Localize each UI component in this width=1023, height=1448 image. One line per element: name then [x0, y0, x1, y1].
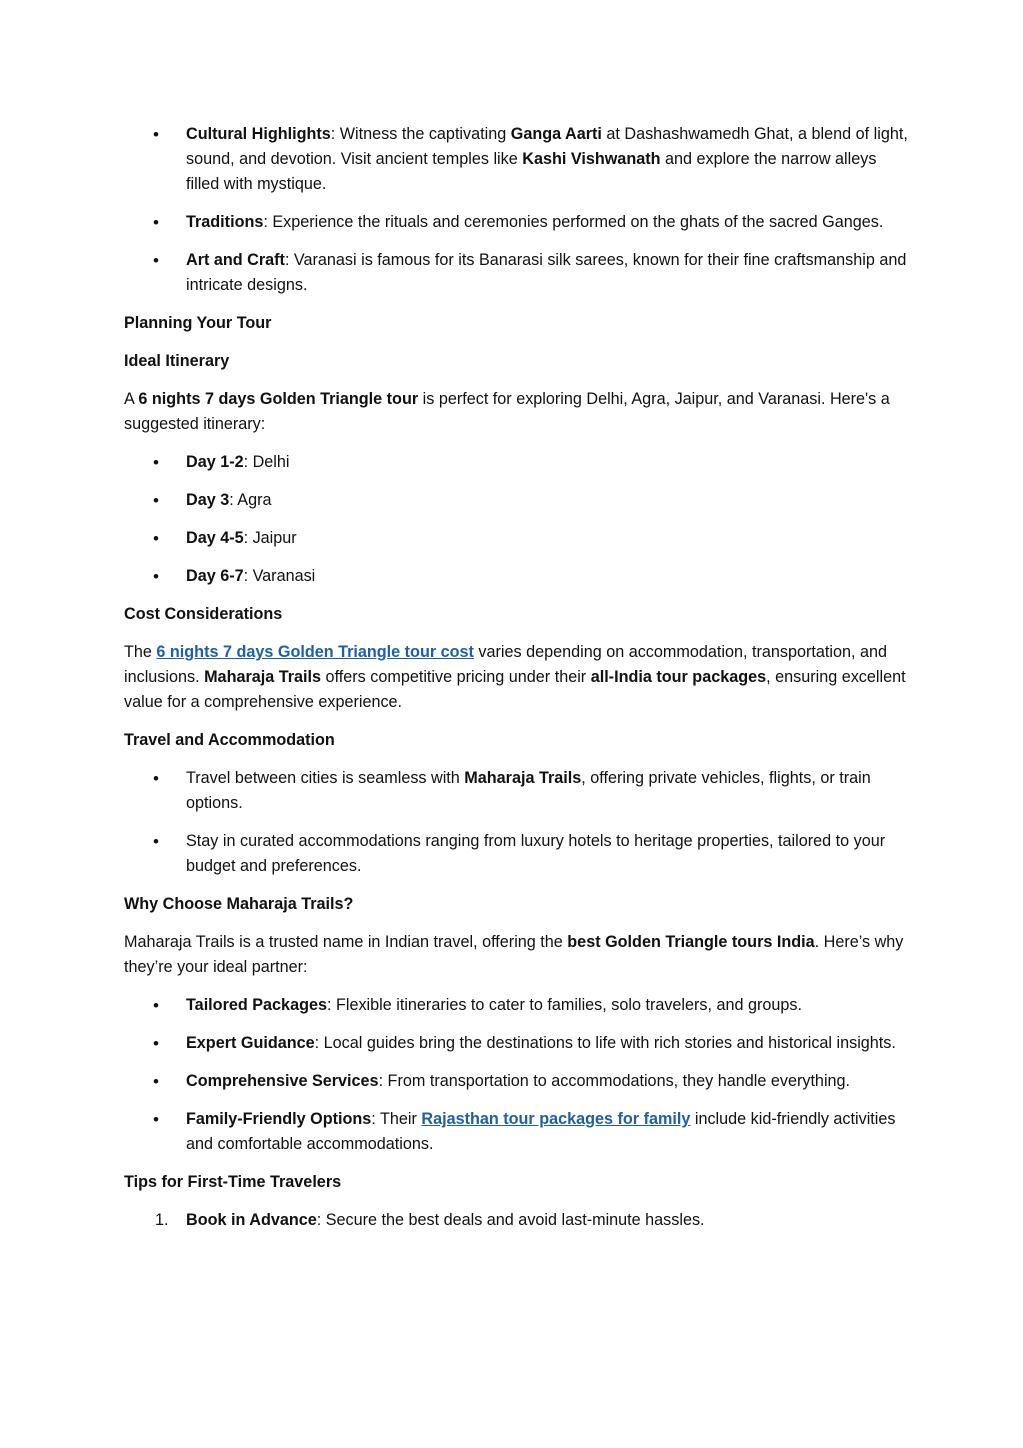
bullet-icon [153, 488, 159, 514]
item-text: : Their [371, 1110, 422, 1128]
rajasthan-family-packages-link[interactable]: Rajasthan tour packages for family [421, 1110, 691, 1128]
list-item [124, 210, 914, 235]
list-item [124, 766, 914, 816]
days-list [124, 450, 914, 589]
item-text: : From transportation to accommodations, they handle everything. [378, 1072, 851, 1090]
item-text: : Jaipur [243, 529, 297, 547]
item-text: : Varanasi is famous for its Banarasi silk sarees, known for their fine craftsmanship and intricate designs. [186, 251, 907, 294]
para-text: . Here’s why they’re your ideal partner: [124, 933, 904, 976]
bullet-icon [153, 248, 159, 274]
para-text: The [124, 643, 157, 661]
item-text: at Dashashwamedh Ghat, a blend of light, sound, and devotion. Visit ancient temples like [186, 125, 908, 168]
bullet-icon [153, 1031, 159, 1057]
item-text: Travel between cities is seamless with [186, 769, 465, 787]
cost-paragraph [124, 640, 914, 715]
para-text: Maharaja Trails is a trusted name in Indian travel, offering the [124, 933, 568, 951]
item-text: : Flexible itineraries to cater to families, solo travelers, and groups. [326, 996, 803, 1014]
travel-heading: Travel and Accommodation [124, 731, 335, 749]
bullet-icon [153, 993, 159, 1019]
item-label: Art and Craft [186, 251, 285, 269]
bullet-icon [153, 829, 159, 855]
why-paragraph [124, 930, 914, 980]
bullet-icon [153, 526, 159, 552]
cultural-list [124, 122, 914, 298]
list-item [124, 1069, 914, 1094]
bullet-icon [153, 450, 159, 476]
list-item [124, 526, 914, 551]
para-text: offers competitive pricing under their [321, 668, 591, 686]
item-text: : Varanasi [243, 567, 316, 585]
bullet-icon [153, 766, 159, 792]
list-item [124, 829, 914, 879]
bullet-icon [153, 122, 159, 148]
item-text: include kid-friendly activities and comfortable accommodations. [186, 1110, 896, 1153]
bullet-icon [153, 1107, 159, 1133]
para-text: , ensuring excellent value for a comprehensive experience. [124, 668, 906, 711]
item-label: Book in Advance [186, 1211, 317, 1229]
planning-heading: Planning Your Tour [124, 314, 272, 332]
item-text: : Experience the rituals and ceremonies performed on the ghats of the sacred Ganges. [263, 213, 884, 231]
list-item [124, 1208, 914, 1233]
why-list [124, 993, 914, 1157]
item-label: Day 4-5 [186, 529, 244, 547]
para-bold-text: best Golden Triangle tours India [567, 933, 815, 951]
item-bold-text: Kashi Vishwanath [522, 150, 661, 168]
item-text: : Delhi [243, 453, 290, 471]
item-label: Tailored Packages [186, 996, 327, 1014]
itinerary-intro [124, 387, 914, 437]
tips-heading: Tips for First-Time Travelers [124, 1173, 342, 1191]
para-text: varies depending on accommodation, transportation, and inclusions. [124, 643, 887, 686]
tips-list [124, 1208, 914, 1233]
item-text: : Local guides bring the destinations to life with rich stories and historical insights. [314, 1034, 896, 1052]
item-bold-text: Ganga Aarti [510, 125, 602, 143]
item-text: Stay in curated accommodations ranging from luxury hotels to heritage properties, tailored to your budget and preferences. [186, 832, 886, 875]
document-page [124, 122, 914, 1246]
para-text: is perfect for exploring Delhi, Agra, Jaipur, and Varanasi. Here's a suggested itinerary: [124, 390, 890, 433]
item-label: Day 1-2 [186, 453, 244, 471]
item-text: : Witness the captivating [330, 125, 511, 143]
why-heading: Why Choose Maharaja Trails? [124, 895, 354, 913]
bullet-icon [153, 564, 159, 590]
bullet-icon [153, 210, 159, 236]
list-item [124, 993, 914, 1018]
item-label: Day 6-7 [186, 567, 244, 585]
item-bold-text: Maharaja Trails [464, 769, 582, 787]
list-item [124, 488, 914, 513]
cost-heading: Cost Considerations [124, 605, 283, 623]
para-bold-text: Maharaja Trails [204, 668, 322, 686]
bullet-icon [153, 1069, 159, 1095]
para-bold-text: all-India tour packages [590, 668, 767, 686]
list-item [124, 450, 914, 475]
travel-list [124, 766, 914, 879]
golden-triangle-cost-link[interactable]: 6 nights 7 days Golden Triangle tour cost [156, 643, 474, 661]
list-item [124, 1107, 914, 1157]
item-text: and explore the narrow alleys filled with mystique. [186, 150, 877, 193]
item-label: Family-Friendly Options [186, 1110, 372, 1128]
item-text: , offering private vehicles, flights, or train options. [186, 769, 871, 812]
list-item [124, 248, 914, 298]
list-item [124, 1031, 914, 1056]
list-item [124, 564, 914, 589]
para-bold-text: 6 nights 7 days Golden Triangle tour [138, 390, 419, 408]
list-item [124, 122, 914, 197]
item-label: Day 3 [186, 491, 230, 509]
list-number: 1. [155, 1211, 169, 1229]
itinerary-heading: Ideal Itinerary [124, 352, 230, 370]
item-label: Cultural Highlights [186, 125, 331, 143]
item-label: Comprehensive Services [186, 1072, 379, 1090]
item-label: Expert Guidance [186, 1034, 315, 1052]
item-text: : Agra [229, 491, 272, 509]
item-text: : Secure the best deals and avoid last-minute hassles. [316, 1211, 705, 1229]
para-text: A [124, 390, 139, 408]
item-label: Traditions [186, 213, 264, 231]
